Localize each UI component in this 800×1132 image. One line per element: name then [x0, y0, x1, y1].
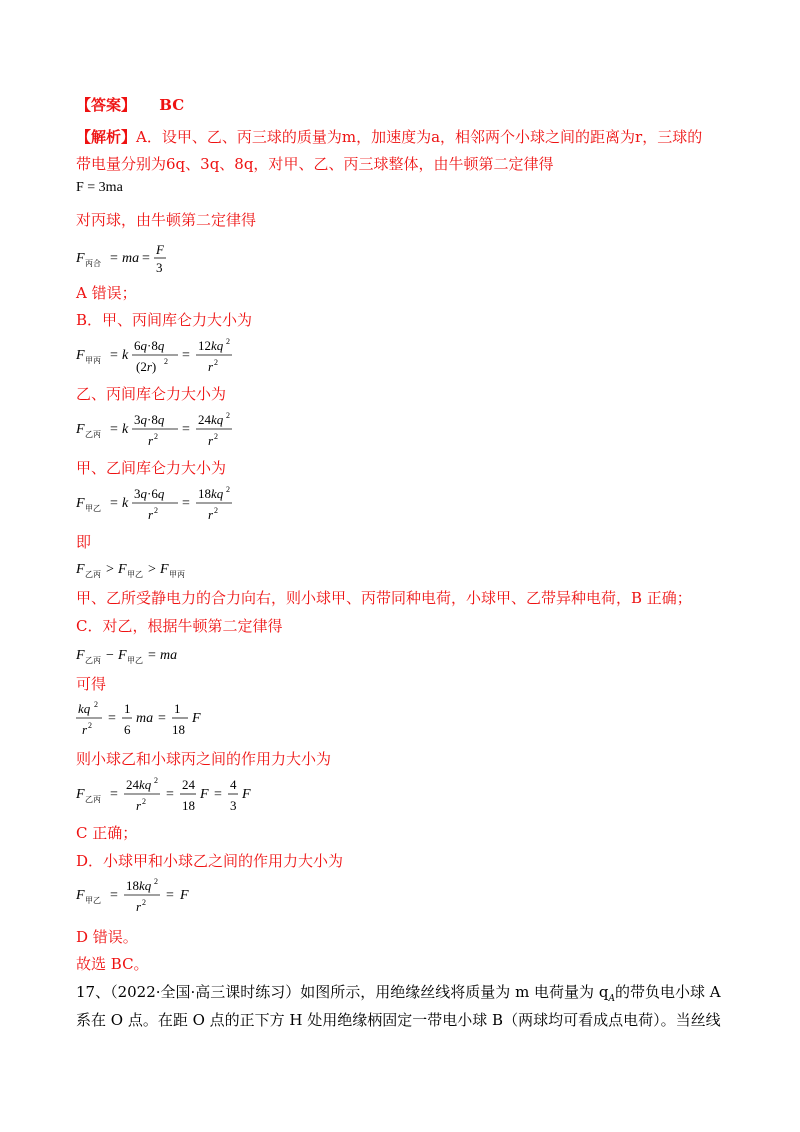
text-c-correct: C 正确；	[76, 824, 138, 842]
svg-text:>: >	[148, 562, 156, 577]
formula-d	[76, 874, 276, 922]
svg-text:=: =	[108, 711, 116, 726]
svg-text:F: F	[76, 562, 85, 577]
svg-text:ma: ma	[136, 711, 154, 726]
svg-text:=: =	[158, 711, 166, 726]
svg-text:=: =	[182, 422, 190, 437]
svg-text:2: 2	[94, 700, 98, 709]
svg-text:k: k	[122, 348, 129, 363]
q17-text-1: 17、（2022·全国·高三课时练习）如图所示，用绝缘丝线将质量为 m 电荷量为 q	[76, 983, 609, 1001]
text-a-wrong: A 错误；	[76, 284, 137, 302]
svg-text:3: 3	[230, 798, 237, 813]
analysis-line-1	[76, 126, 702, 147]
svg-text:24kq: 24kq	[198, 412, 224, 427]
svg-text:=: =	[148, 648, 156, 663]
svg-text:F: F	[76, 348, 85, 363]
analysis-line-2: 带电量分别为6q、3q、8q，对甲、乙、丙三球整体，由牛顿第二定律得	[76, 155, 554, 173]
svg-text:F: F	[118, 562, 127, 577]
svg-text:1: 1	[124, 701, 131, 716]
formula-jiayi	[76, 482, 316, 530]
svg-text:2: 2	[226, 337, 230, 346]
svg-text:2: 2	[214, 358, 218, 367]
svg-text:kq: kq	[78, 701, 91, 716]
svg-text:2: 2	[142, 797, 146, 806]
svg-text:F: F	[242, 787, 251, 802]
svg-text:−: −	[106, 648, 114, 663]
formula-jiabing	[76, 334, 316, 382]
svg-text:r: r	[148, 433, 154, 448]
svg-text:2: 2	[226, 485, 230, 494]
svg-text:3q·8q: 3q·8q	[134, 412, 165, 427]
svg-text:F: F	[180, 888, 189, 903]
analysis-intro: A．设甲、乙、丙三球的质量为m，加速度为a，相邻两个小球之间的距离为r，三球的	[136, 128, 703, 146]
svg-text:2: 2	[214, 506, 218, 515]
svg-text:k: k	[122, 422, 129, 437]
svg-text:2: 2	[154, 432, 158, 441]
svg-text:=: =	[110, 787, 118, 802]
svg-text:2: 2	[154, 506, 158, 515]
svg-text:F: F	[160, 562, 169, 577]
text-jiayi: 甲、乙间库仑力大小为	[76, 459, 227, 477]
svg-text:F: F	[76, 888, 85, 903]
svg-text:2: 2	[154, 776, 158, 785]
svg-text:F: F	[200, 787, 209, 802]
svg-text:=: =	[110, 348, 118, 363]
sub-bing-he: 丙合	[85, 259, 101, 268]
svg-text:F: F	[76, 496, 85, 511]
answer-line	[76, 94, 184, 115]
formula-c-result	[76, 773, 316, 821]
svg-text:ma: ma	[122, 251, 140, 266]
svg-text:F: F	[192, 711, 201, 726]
svg-text:F: F	[76, 422, 85, 437]
svg-text:r: r	[136, 798, 142, 813]
svg-text:24: 24	[182, 777, 195, 792]
formula-bing-he	[76, 236, 276, 284]
sub-ineq-3: 甲丙	[169, 570, 185, 579]
svg-text:2: 2	[154, 877, 158, 886]
formula-kq-r2	[76, 697, 276, 745]
svg-text:=: =	[110, 888, 118, 903]
svg-text:4: 4	[230, 777, 237, 792]
sub-ineq-2: 甲乙	[127, 570, 143, 579]
text-yibing: 乙、丙间库仑力大小为	[76, 385, 227, 403]
svg-text:=: =	[166, 787, 174, 802]
svg-text:=: =	[110, 422, 118, 437]
text-d-wrong: D 错误。	[76, 928, 138, 946]
svg-text:6: 6	[124, 722, 131, 737]
sub-d: 甲乙	[85, 896, 101, 905]
svg-text:r: r	[136, 899, 142, 914]
svg-text:=: =	[110, 251, 118, 266]
sub-yibing: 乙丙	[85, 430, 101, 439]
svg-text:=: =	[110, 496, 118, 511]
svg-text:F: F	[118, 648, 127, 663]
sub-c-result: 乙丙	[85, 795, 101, 804]
svg-text:=: =	[182, 496, 190, 511]
svg-text:r: r	[148, 507, 154, 522]
svg-text:>: >	[106, 562, 114, 577]
svg-text:F: F	[76, 787, 85, 802]
svg-text:=: =	[214, 787, 222, 802]
answer-value: BC	[159, 96, 185, 114]
svg-text:2: 2	[214, 432, 218, 441]
svg-text:=: =	[182, 348, 190, 363]
svg-text:F: F	[76, 251, 85, 266]
svg-text:3: 3	[156, 260, 163, 275]
analysis-label: 【解析】	[76, 128, 137, 146]
text-c-force: 则小球乙和小球丙之间的作用力大小为	[76, 750, 332, 768]
svg-text:2: 2	[164, 357, 168, 366]
svg-text:F: F	[76, 648, 85, 663]
sub-c-2: 甲乙	[127, 656, 143, 665]
text-d: D．小球甲和小球乙之间的作用力大小为	[76, 852, 344, 870]
text-c: C．对乙，根据牛顿第二定律得	[76, 617, 283, 635]
svg-text:12kq: 12kq	[198, 338, 224, 353]
svg-text:18kq: 18kq	[198, 486, 224, 501]
svg-text:18kq: 18kq	[126, 878, 152, 893]
svg-text:1: 1	[174, 701, 181, 716]
answer-label: 【答案】	[76, 96, 137, 114]
q17-q-sub: A	[608, 994, 615, 1004]
svg-text:=: =	[166, 888, 174, 903]
svg-text:r: r	[82, 722, 88, 737]
text-bing: 对丙球，由牛顿第二定律得	[76, 211, 257, 229]
svg-text:r: r	[208, 507, 214, 522]
eq-f-3ma: F = 3ma	[76, 180, 123, 195]
svg-text:3q·6q: 3q·6q	[134, 486, 165, 501]
svg-text:r: r	[208, 433, 214, 448]
svg-text:6q·8q: 6q·8q	[134, 338, 165, 353]
svg-text:ma: ma	[160, 648, 178, 663]
text-ji: 即	[76, 533, 92, 551]
sub-c-1: 乙丙	[85, 656, 101, 665]
sub-jiabing: 甲丙	[85, 356, 101, 365]
svg-text:2: 2	[142, 898, 146, 907]
svg-text:24kq: 24kq	[126, 777, 152, 792]
sub-ineq-1: 乙丙	[85, 570, 101, 579]
svg-text:r: r	[208, 359, 214, 374]
q17-text-1-end: 的带负电小球 A	[614, 983, 721, 1001]
sub-jiayi: 甲乙	[85, 504, 101, 513]
svg-text:2: 2	[88, 721, 92, 730]
svg-text:k: k	[122, 496, 129, 511]
text-kede: 可得	[76, 675, 107, 693]
q17-line-1	[76, 981, 721, 1004]
svg-text:18: 18	[172, 722, 185, 737]
formula-yibing	[76, 408, 316, 456]
svg-text:18: 18	[182, 798, 195, 813]
q17-line-2: 系在 O 点。在距 O 点的正下方 H 处用绝缘柄固定一带电小球 B（两球均可看成点电荷）。当丝线	[76, 1011, 721, 1029]
text-b-jiabing: B．甲、丙间库仑力大小为	[76, 311, 253, 329]
svg-text:=: =	[142, 251, 150, 266]
text-choose: 故选 BC。	[76, 955, 149, 973]
svg-text:(2r): (2r)	[136, 359, 157, 374]
svg-text:2: 2	[226, 411, 230, 420]
text-b-conclusion: 甲、乙所受静电力的合力向右，则小球甲、丙带同种电荷，小球甲、乙带异种电荷，B 正确；	[76, 589, 692, 607]
svg-text:F: F	[156, 242, 164, 257]
